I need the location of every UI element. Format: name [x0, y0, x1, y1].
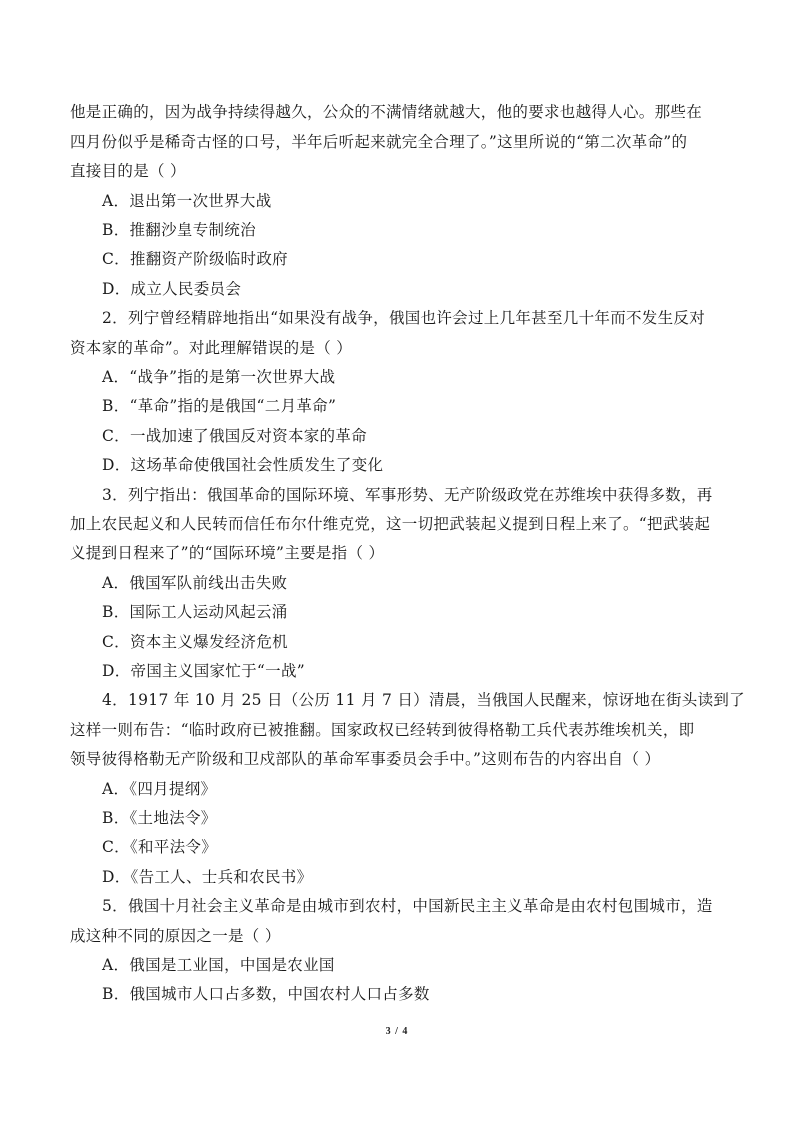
answer-option: C．推翻资产阶级临时政府	[102, 250, 288, 268]
text-line: 义提到日程来了”的“国际环境”主要是指（ ）	[70, 544, 385, 562]
answer-option: B．国际工人运动风起云涌	[102, 603, 288, 621]
text-line: 四月份似乎是稀奇古怪的口号，半年后听起来就完全合理了。”这里所说的“第二次革命”的	[70, 133, 688, 151]
text-line: 成这种不同的原因之一是（ ）	[70, 927, 281, 945]
answer-option: B．俄国城市人口占多数，中国农村人口占多数	[102, 985, 430, 1003]
text-line: 领导彼得格勒无产阶级和卫戍部队的革命军事委员会手中。”这则布告的内容出自（ ）	[70, 750, 661, 768]
text-line: 加上农民起义和人民转而信任布尔什维克党，这一切把武装起义提到日程上来了。“把武装起	[70, 515, 711, 533]
question-5: 5．俄国十月社会主义革命是由城市到农村，中国新民主主义革命是由农村包围城市，造	[102, 897, 713, 915]
answer-option: A．退出第一次世界大战	[102, 192, 272, 210]
question-stem: 直接目的是（ ）	[70, 162, 186, 180]
answer-option: D．成立人民委员会	[102, 280, 242, 298]
answer-option: D．帝国主义国家忙于“一战”	[102, 662, 305, 680]
answer-option: C．《和平法令》	[102, 838, 218, 856]
answer-option: D．这场革命使俄国社会性质发生了变化	[102, 456, 384, 474]
answer-option: D．《告工人、士兵和农民书》	[102, 868, 313, 886]
question-2: 2．列宁曾经精辟地指出“如果没有战争，俄国也许会过上几年甚至几十年而不发生反对	[102, 309, 705, 327]
answer-option: C．资本主义爆发经济危机	[102, 633, 288, 651]
answer-option: B．推翻沙皇专制统治	[102, 221, 256, 239]
question-3: 3．列宁指出：俄国革命的国际环境、军事形势、无产阶级政党在苏维埃中获得多数，再	[102, 486, 713, 504]
answer-option: C．一战加速了俄国反对资本家的革命	[102, 427, 367, 445]
answer-option: A．俄国是工业国，中国是农业国	[102, 956, 335, 974]
question-4: 4．1917 年 10 月 25 日（公历 11 月 7 日）清晨，当俄国人民醒来，惊讶地在街头读到了	[102, 691, 745, 709]
text-line: 这样一则布告：“临时政府已被推翻。国家政权已经转到彼得格勒工兵代表苏维埃机关，即	[70, 721, 695, 739]
text-line: 他是正确的，因为战争持续得越久，公众的不满情绪就越大，他的要求也越得人心。那些在	[70, 103, 703, 121]
text-line: 资本家的革命”。对此理解错误的是（ ）	[70, 339, 353, 357]
answer-option: A．“战争”指的是第一次世界大战	[102, 368, 336, 386]
page-number: 3 / 4	[385, 1026, 409, 1037]
answer-option: A．俄国军队前线出击失败	[102, 574, 288, 592]
answer-option: B．《土地法令》	[102, 809, 217, 827]
answer-option: A．《四月提纲》	[102, 780, 217, 798]
answer-option: B．“革命”指的是俄国“二月革命”	[102, 397, 337, 415]
